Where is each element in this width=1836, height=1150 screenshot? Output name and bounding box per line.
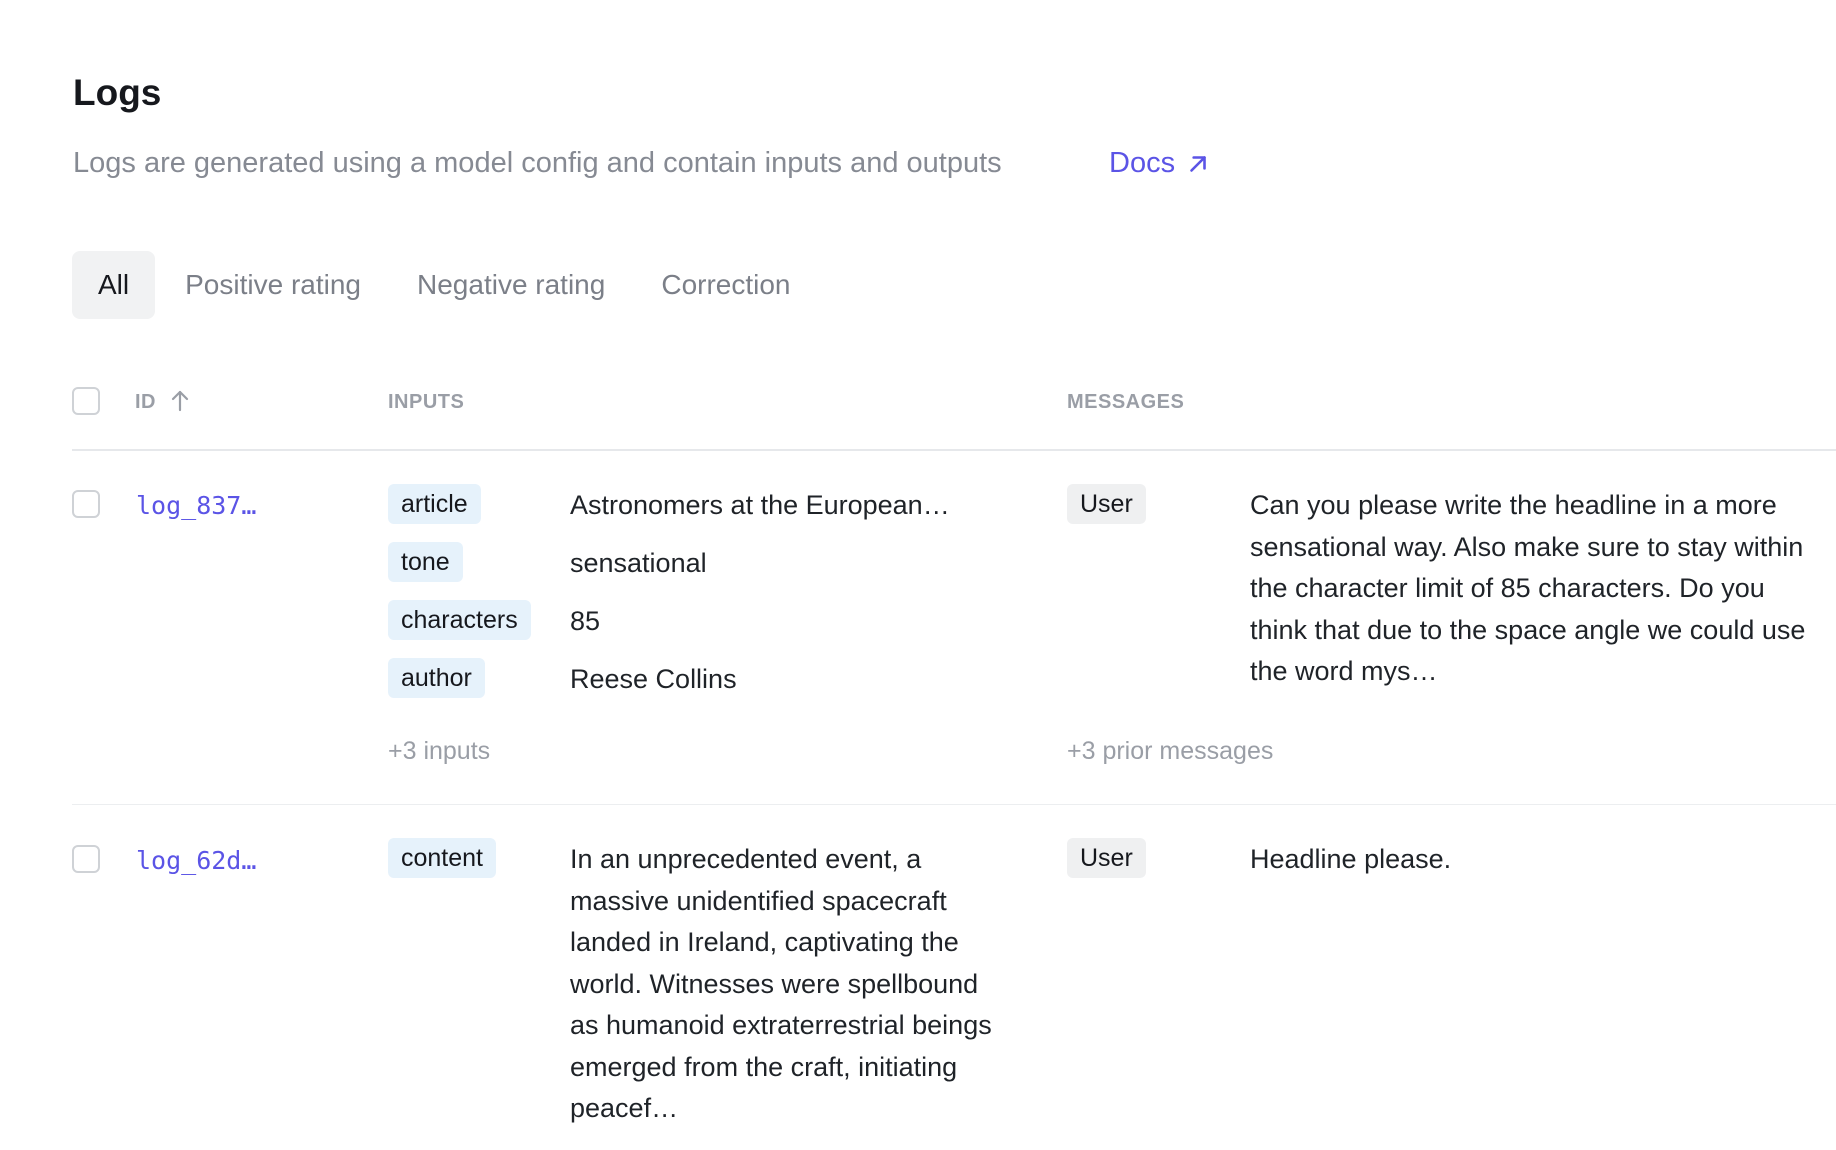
- column-header-id[interactable]: ID: [135, 391, 156, 413]
- filter-tabs: [72, 251, 821, 319]
- input-value: Astronomers at the European…: [570, 490, 950, 520]
- tab-positive-rating[interactable]: Positive rating: [185, 269, 361, 300]
- tab-all[interactable]: All: [72, 251, 155, 319]
- message-text: Can you please write the headline in a more sensational way. Also make sure to stay within the character limit of 85 characters. Do you think that due to the space angle we could use the word mys…: [1250, 490, 1806, 686]
- prior-messages-link[interactable]: +3 prior messages: [1067, 737, 1274, 765]
- more-inputs-link[interactable]: +3 inputs: [388, 737, 491, 765]
- input-key-tag: article: [388, 484, 481, 524]
- input-key-tag: characters: [388, 600, 531, 640]
- tab-correction[interactable]: Correction: [661, 269, 791, 300]
- column-header-inputs: INPUTS: [388, 391, 465, 413]
- message-role-badge: User: [1067, 838, 1146, 878]
- arrow-up-icon[interactable]: [168, 388, 192, 414]
- log-id-link[interactable]: log_62d…: [136, 846, 257, 875]
- input-value: 85: [570, 606, 601, 636]
- input-value: sensational: [570, 548, 707, 578]
- row-checkbox[interactable]: [72, 490, 100, 518]
- message-text: Headline please.: [1250, 844, 1452, 874]
- input-key-tag: content: [388, 838, 496, 878]
- input-key-tag: tone: [388, 542, 463, 582]
- arrow-up-right-icon: [1185, 151, 1211, 177]
- input-key-tag: author: [388, 658, 485, 698]
- tab-negative-rating[interactable]: Negative rating: [417, 269, 606, 300]
- row-divider: [72, 804, 1836, 805]
- column-header-messages: MESSAGES: [1067, 391, 1185, 413]
- header-divider: [72, 449, 1836, 451]
- input-value: Reese Collins: [570, 664, 737, 694]
- docs-link[interactable]: [1109, 147, 1211, 180]
- message-role-badge: User: [1067, 484, 1146, 524]
- page-subtitle: Logs are generated using a model config and contain inputs and outputs: [73, 147, 1002, 179]
- docs-link-label: Docs: [1109, 147, 1176, 179]
- row-checkbox[interactable]: [72, 845, 100, 873]
- select-all-checkbox[interactable]: [72, 387, 100, 415]
- page-title: Logs: [73, 72, 162, 113]
- input-value: In an unprecedented event, a massive unidentified spacecraft landed in Ireland, captivating the world. Witnesses were spellbound as humanoid extraterrestrial beings emerged from the craft, initiating peacef…: [570, 844, 992, 1123]
- log-id-link[interactable]: log_837…: [136, 491, 257, 520]
